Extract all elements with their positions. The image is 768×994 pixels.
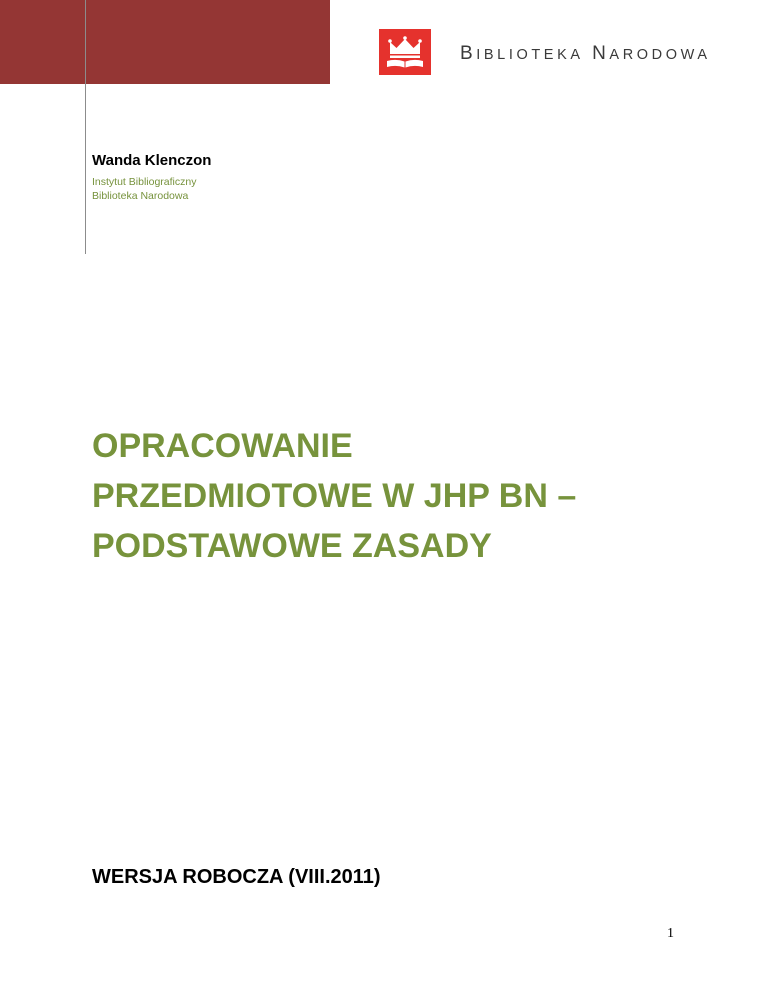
org-name: BIBLIOTEKA NARODOWA [460, 43, 711, 64]
title-line-2: PRZEDMIOTOWE W JHP BN – [92, 477, 577, 515]
page-number: 1 [667, 926, 674, 941]
title-line-1: OPRACOWANIE [92, 427, 353, 465]
title-line-3: PODSTAWOWE ZASADY [92, 527, 492, 565]
version-label: WERSJA ROBOCZA (VIII.2011) [92, 866, 381, 888]
library-logo [379, 29, 431, 75]
author-affiliation-library: Biblioteka Narodowa [92, 190, 189, 202]
document-title [92, 421, 576, 571]
author-name: Wanda Klenczon [92, 152, 212, 169]
vertical-rule [85, 0, 86, 254]
crown-book-logo-icon [379, 29, 431, 75]
author-affiliation-institute: Instytut Bibliograficzny [92, 176, 197, 188]
header-band [0, 0, 330, 84]
